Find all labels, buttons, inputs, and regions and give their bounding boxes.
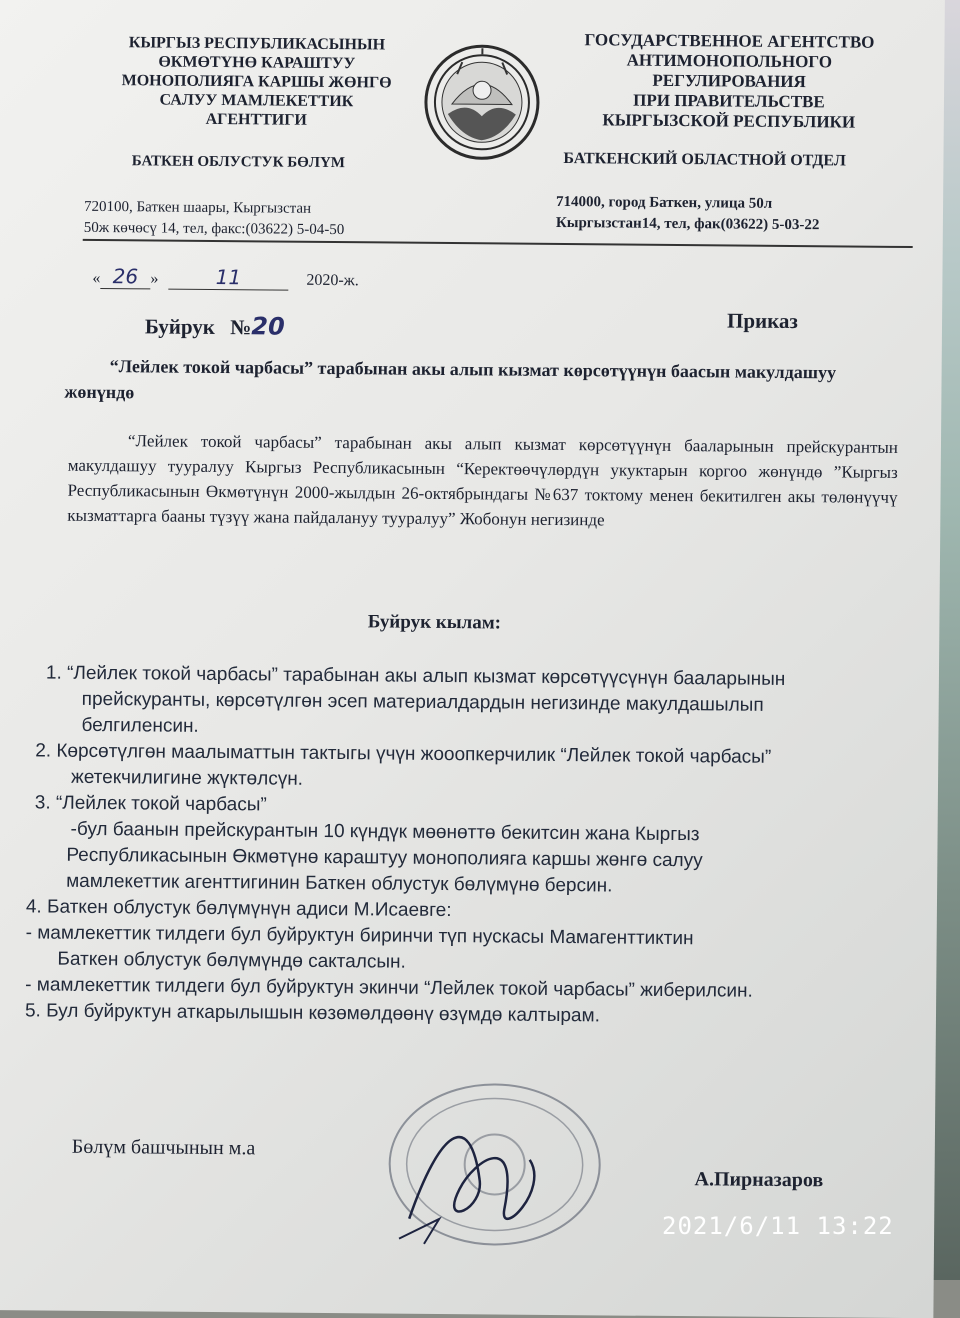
header-right-line: АНТИМОНОПОЛЬНОГО bbox=[626, 50, 833, 72]
list-item: Республикасынын Өкмөтүнө караштуу монополияга каршы жөнгө салуу bbox=[66, 844, 703, 872]
header-left-agency bbox=[89, 33, 425, 131]
list-item: 4. Баткен облустук бөлүмүнүн адиси М.Исаевге: bbox=[25, 896, 452, 922]
order-label: Буйрук bbox=[144, 314, 216, 339]
header-divider bbox=[83, 239, 913, 248]
left-department: БАТКЕН ОБЛУСТУК БӨЛҮМ bbox=[131, 153, 346, 172]
list-item: Баткен облустук бөлүмүндө сакталсын. bbox=[57, 948, 406, 973]
header-left-line: КЫРГЫЗ РЕСПУБЛИКАСЫНЫН bbox=[128, 34, 386, 54]
header-right-agency bbox=[559, 30, 900, 133]
list-item: жетекчилигине жүктөлсүн. bbox=[70, 766, 304, 790]
order-preamble: “Лейлек токой чарбасы” тарабынан акы алып кызмат көрсөтүүнүн бааларынын прейскурантын макулдашуу тууралуу Кыргыз Республикасынын “Керектөөчүлөрдүн укуктарын коргоо жөнүндө ”Кыргыз Республикасынын Өкмөтүнүн 2000-жылдын 26-октябрындагы №637 токтому менен бекитилген акы төлөнүүчү кызматтарга бааны түзүү жана пайдалануу тууралуу” Жобонун негизинде bbox=[67, 431, 899, 530]
left-address-line: 50ж көчөсү 14, тел, факс:(03622) 5-04-50 bbox=[83, 219, 345, 239]
list-item: 2. Көрсөтүлгөн маалыматтын тактыгы үчүн жооопкерчилик “Лейлек токой чарбасы” bbox=[35, 740, 772, 768]
right-address-line: 714000, город Баткен, улица 50л bbox=[556, 193, 773, 212]
photo-timestamp: 2021/6/11 13:22 bbox=[662, 1212, 894, 1240]
order-number: 20 bbox=[251, 312, 285, 341]
date-month: 11 bbox=[168, 265, 288, 291]
header-right-line: РЕГУЛИРОВАНИЯ bbox=[652, 70, 806, 92]
document-date bbox=[92, 264, 359, 291]
kyrgyz-emblem-icon bbox=[421, 42, 542, 163]
left-address bbox=[84, 197, 414, 242]
signature-position: Бөлүм башчынын м.а bbox=[71, 1135, 256, 1160]
list-item: - мамлекеттик тилдеги бул буйруктун экинчи “Лейлек токой чарбасы” жиберилсин. bbox=[25, 974, 753, 1002]
order-heading: Буйрук кылам: bbox=[367, 611, 502, 634]
order-items bbox=[24, 660, 916, 1032]
list-item: 5. Бул буйруктун аткарылышын көзөмөлдөөнү өзүмдө калтырам. bbox=[24, 1000, 600, 1027]
right-address bbox=[556, 192, 906, 237]
header-left-line: МОНОПОЛИЯГА КАРШЫ ЖӨНГӨ bbox=[121, 72, 392, 92]
list-item: белгиленсин. bbox=[81, 714, 199, 737]
header-left-line: САЛУУ МАМЛЕКЕТТИК bbox=[159, 91, 354, 111]
order-title-ru: Приказ bbox=[726, 308, 799, 334]
header-left-line: ӨКМӨТҮНӨ КАРАШТУУ bbox=[158, 53, 356, 73]
right-department: БАТКЕНСКИЙ ОБЛАСТНОЙ ОТДЕЛ bbox=[563, 150, 846, 170]
list-item: 1. “Лейлек токой чарбасы” тарабынан акы алып кызмат көрсөтүүсүнүн бааларынын bbox=[45, 662, 786, 690]
official-seal-icon bbox=[379, 1068, 611, 1250]
list-item: прейскуранты, көрсөтүлгөн эсеп материалдардын негизинде макулдашылып bbox=[81, 688, 764, 716]
right-address-line: Кыргызстан14, тел, фак(03622) 5-03-22 bbox=[555, 214, 820, 234]
date-quote: « bbox=[92, 269, 101, 287]
header-right-line: КЫРГЫЗСКОЙ РЕСПУБЛИКИ bbox=[602, 110, 856, 132]
order-title-ky bbox=[145, 311, 285, 340]
list-item: 3. “Лейлек токой чарбасы” bbox=[34, 792, 267, 816]
signature-name: А.Пирназаров bbox=[694, 1168, 824, 1192]
date-day: 26 bbox=[100, 264, 150, 289]
header-right-line: ГОСУДАРСТВЕННОЕ АГЕНТСТВО bbox=[584, 30, 875, 52]
date-year: 2020-ж. bbox=[306, 271, 359, 290]
list-item: - мамлекеттик тилдеги бул буйруктун биринчи түп нускасы Мамагенттиктин bbox=[25, 922, 694, 950]
left-address-line: 720100, Баткен шаары, Кыргызстан bbox=[83, 198, 312, 217]
list-item: -бул баанын прейскурантын 10 күндүк мөөнөттө бекитсин жана Кыргыз bbox=[70, 818, 700, 846]
header-left-line: АГЕНТТИГИ bbox=[205, 110, 307, 129]
list-item: мамлекеттик агенттигинин Баткен облустук бөлүмүнө берсин. bbox=[66, 870, 613, 897]
date-quote: » bbox=[150, 270, 159, 288]
order-subject: “Лейлек токой чарбасы” тарабынан акы алып кызмат көрсөтүүнүн баасын макулдашуу жөнүндө bbox=[64, 356, 837, 403]
order-number-sign: № bbox=[230, 315, 252, 340]
header-right-line: ПРИ ПРАВИТЕЛЬСТВЕ bbox=[633, 90, 825, 112]
